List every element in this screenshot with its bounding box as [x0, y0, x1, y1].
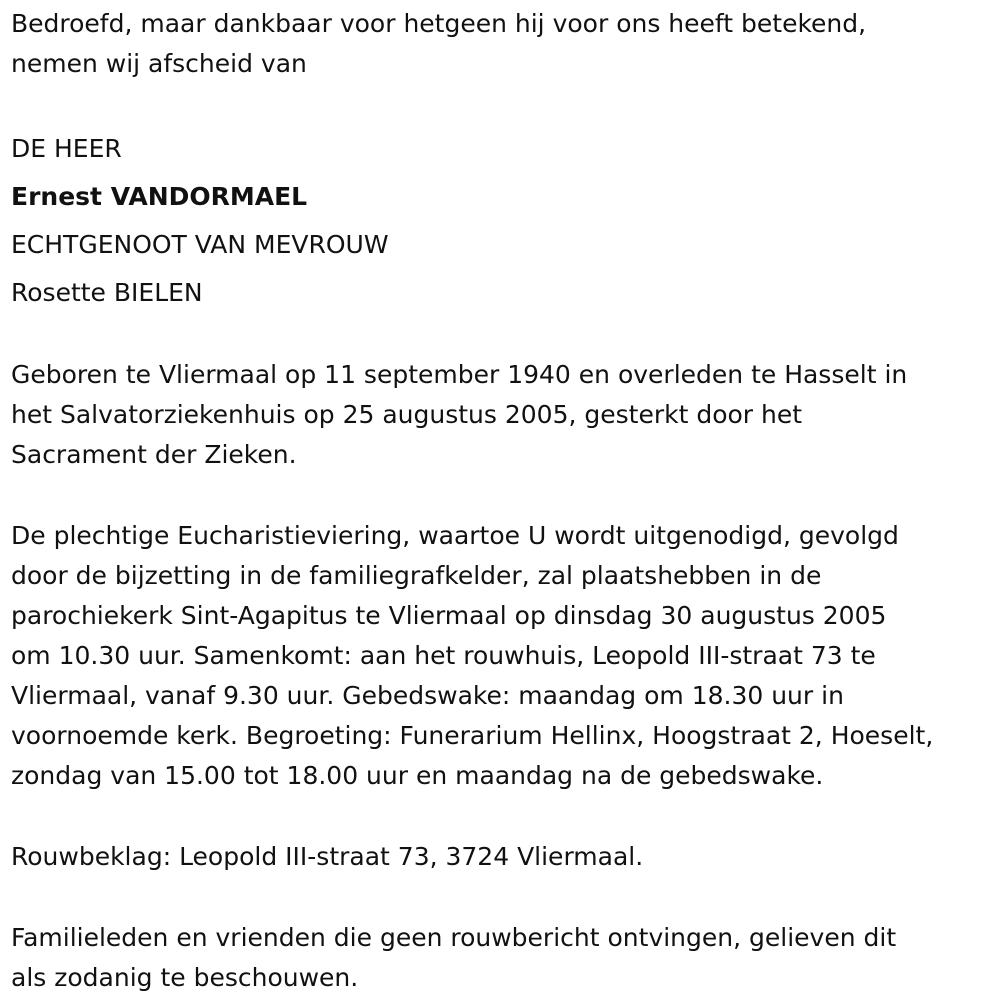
- closing-paragraph: [11, 918, 996, 998]
- paragraph-line: Geboren te Vliermaal op 11 september 1940 en overleden te Hasselt in: [11, 360, 908, 389]
- deceased-name: Ernest VANDORMAEL: [11, 182, 308, 211]
- intro-line: Bedroefd, maar dankbaar voor hetgeen hij voor ons heeft betekend,: [11, 9, 867, 38]
- relation-line: ECHTGENOOT VAN MEVROUW: [11, 230, 389, 259]
- paragraph-line: Rouwbeklag: Leopold III-straat 73, 3724 Vliermaal.: [11, 842, 644, 871]
- obituary-document: [11, 0, 996, 998]
- paragraph-line: als zodanig te beschouwen.: [11, 963, 359, 992]
- paragraph-line: Vliermaal, vanaf 9.30 uur. Gebedswake: maandag om 18.30 uur in: [11, 681, 844, 710]
- paragraph-line: voornoemde kerk. Begroeting: Funerarium Hellinx, Hoogstraat 2, Hoeselt,: [11, 721, 934, 750]
- paragraph-line: zondag van 15.00 tot 18.00 uur en maandag na de gebedswake.: [11, 761, 824, 790]
- intro-line: nemen wij afscheid van: [11, 49, 307, 78]
- paragraph-line: Familieleden en vrienden die geen rouwbericht ontvingen, gelieven dit: [11, 923, 897, 952]
- intro-paragraph: [11, 4, 996, 84]
- birth-death-paragraph: [11, 355, 996, 475]
- paragraph-line: De plechtige Eucharistieviering, waartoe U wordt uitgenodigd, gevolgd: [11, 521, 899, 550]
- deceased-block: [11, 125, 996, 317]
- spouse-name: Rosette BIELEN: [11, 278, 203, 307]
- paragraph-line: door de bijzetting in de familiegrafkelder, zal plaatshebben in de: [11, 561, 822, 590]
- ceremony-paragraph: [11, 516, 996, 796]
- honorific: DE HEER: [11, 134, 122, 163]
- paragraph-line: parochiekerk Sint-Agapitus te Vliermaal op dinsdag 30 augustus 2005: [11, 601, 887, 630]
- paragraph-line: om 10.30 uur. Samenkomt: aan het rouwhuis, Leopold III-straat 73 te: [11, 641, 876, 670]
- paragraph-line: het Salvatorziekenhuis op 25 augustus 2005, gesterkt door het: [11, 400, 803, 429]
- paragraph-line: Sacrament der Zieken.: [11, 440, 297, 469]
- condolence-paragraph: [11, 837, 996, 877]
